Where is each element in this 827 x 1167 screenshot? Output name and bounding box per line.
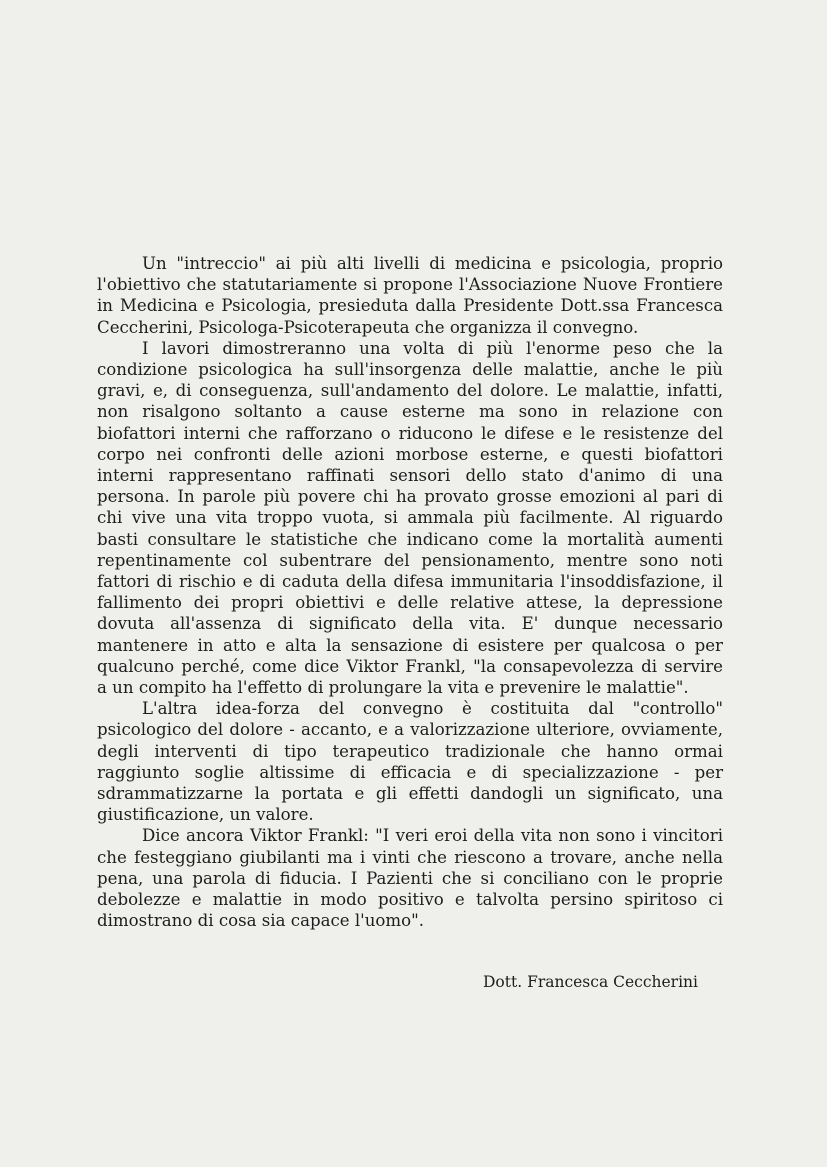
text-line: Un "intreccio" ai più alti livelli di medicina e psicologia, proprio [142, 254, 723, 273]
text-line: repentinamente col subentrare del pensionamento, mentre sono noti [97, 550, 723, 570]
text-line: fattori di rischio e di caduta della difesa immunitaria l'insoddisfazione, il [97, 572, 723, 592]
paragraph-1 [97, 253, 723, 338]
text-line: raggiunto soglie altissime di efficacia e di specializzazione - per [97, 762, 723, 782]
text-line: interni rappresentano raffinati sensori dello stato d'animo di una [97, 466, 723, 486]
text-line: debolezze e malattie in modo positivo e talvolta persino spiritoso ci [97, 890, 723, 910]
text-line: chi vive una vita troppo vuota, si ammala più facilmente. Al riguardo [97, 508, 723, 528]
body-text [97, 253, 723, 932]
text-line: L'altra idea-forza del convegno è costituita dal "controllo" [142, 699, 723, 719]
text-line: psicologico del dolore - accanto, e a valorizzazione ulteriore, ovviamente, [97, 720, 723, 740]
text-line: a un compito ha l'effetto di prolungare la vita e prevenire le malattie". [97, 678, 689, 698]
text-line: condizione psicologica ha sull'insorgenza delle malattie, anche le più [97, 360, 723, 380]
author-signature: Dott. Francesca Ceccherini [483, 973, 698, 991]
text-line: Ceccherini, Psicologa-Psicoterapeuta che organizza il convegno. [97, 317, 639, 337]
text-line: I lavori dimostreranno una volta di più l'enorme peso che la [142, 338, 723, 358]
paragraph-3 [97, 698, 723, 825]
text-line: che festeggiano giubilanti ma i vinti che riescono a trovare, anche nella [97, 847, 723, 867]
text-line: Dice ancora Viktor Frankl: "I veri eroi della vita non sono i vincitori [142, 826, 723, 846]
text-line: pena, una parola di fiducia. I Pazienti che si conciliano con le proprie [97, 868, 723, 888]
text-line: persona. In parole più povere chi ha provato grosse emozioni al pari di [97, 487, 723, 507]
text-line: qualcuno perché, come dice Viktor Frankl, "la consapevolezza di servire [97, 656, 723, 676]
text-line: sdrammatizzarne la portata e gli effetti dandogli un significato, una [97, 784, 723, 804]
text-line: giustificazione, un valore. [97, 805, 314, 825]
paragraph-2 [97, 338, 723, 698]
text-line: dimostrano di cosa sia capace l'uomo". [97, 911, 425, 931]
text-line: mantenere in atto e alta la sensazione di esistere per qualcosa o per [97, 635, 723, 655]
text-line: non risalgono soltanto a cause esterne ma sono in relazione con [97, 402, 723, 422]
paragraph-4 [97, 825, 723, 931]
text-line: gravi, e, di conseguenza, sull'andamento del dolore. Le malattie, infatti, [97, 381, 723, 401]
text-line: basti consultare le statistiche che indicano come la mortalità aumenti [97, 529, 723, 549]
text-line: l'obiettivo che statutariamente si propone l'Associazione Nuove Frontiere [97, 275, 723, 295]
text-line: corpo nei confronti delle azioni morbose esterne, e questi biofattori [97, 444, 723, 464]
text-line: fallimento dei propri obiettivi e delle relative attese, la depressione [97, 593, 723, 613]
text-line: degli interventi di tipo terapeutico tradizionale che hanno ormai [97, 741, 723, 761]
text-line: dovuta all'assenza di significato della vita. E' dunque necessario [97, 614, 723, 634]
text-line: in Medicina e Psicologia, presieduta dalla Presidente Dott.ssa Francesca [97, 296, 723, 316]
text-line: biofattori interni che rafforzano o riducono le difese e le resistenze del [97, 423, 723, 443]
